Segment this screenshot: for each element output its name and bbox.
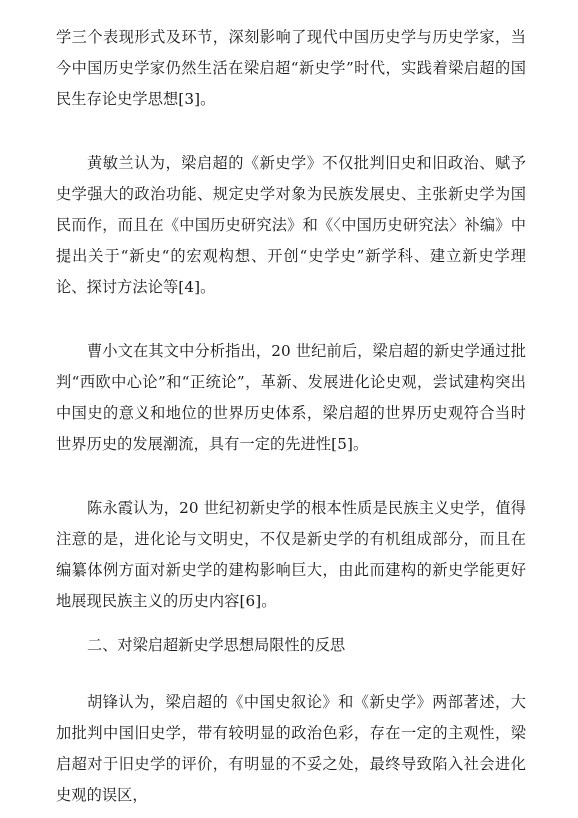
paragraph-chen-yongxia: 陈永霞认为，20 世纪初新史学的根本性质是民族主义史学，值得注意的是，进化论与文明史，不仅是新史学的有机组成部分，而且在编纂体例方面对新史学的建构影响巨大，由此而建构的新史学能更好地展现民族主义的历史内容[6]。 — [56, 499, 526, 610]
paragraph-continuation: 学三个表现形式及环节，深刻影响了现代中国历史学与历史学家，当今中国历史学家仍然生活在梁启超“新史学”时代，实践着梁启超的国民生存论史学思想[3]。 — [56, 28, 526, 108]
paragraph-cao-xiaowen: 曹小文在其文中分析指出，20 世纪前后，梁启超的新史学通过批判“西欧中心论”和“正统论”，革新、发展进化论史观，尝试建构突出中国史的意义和地位的世界历史体系，梁启超的世界历史观符合当时世界历史的发展潮流，具有一定的先进性[5]。 — [56, 342, 526, 453]
paragraph-hu-feng: 胡锋认为，梁启超的《中国史叙论》和《新史学》两部著述，大加批判中国旧史学，带有较明显的政治色彩，存在一定的主观性，梁启超对于旧史学的评价，有明显的不妥之处，最终导致陷入社会进化史观的误区， — [56, 693, 526, 804]
paragraph-huang-minlan: 黄敏兰认为，梁启超的《新史学》不仅批判旧史和旧政治、赋予史学强大的政治功能、规定史学对象为民族发展史、主张新史学为国民而作，而且在《中国历史研究法》和《〈中国历史研究法〉补编》中提出关于“新史“的宏观构想、开创“史学史”新学科、建立新史学理论、探讨方法论等[4]。 — [56, 154, 526, 296]
section-heading: 二、对梁启超新史学思想局限性的反思 — [87, 636, 346, 654]
